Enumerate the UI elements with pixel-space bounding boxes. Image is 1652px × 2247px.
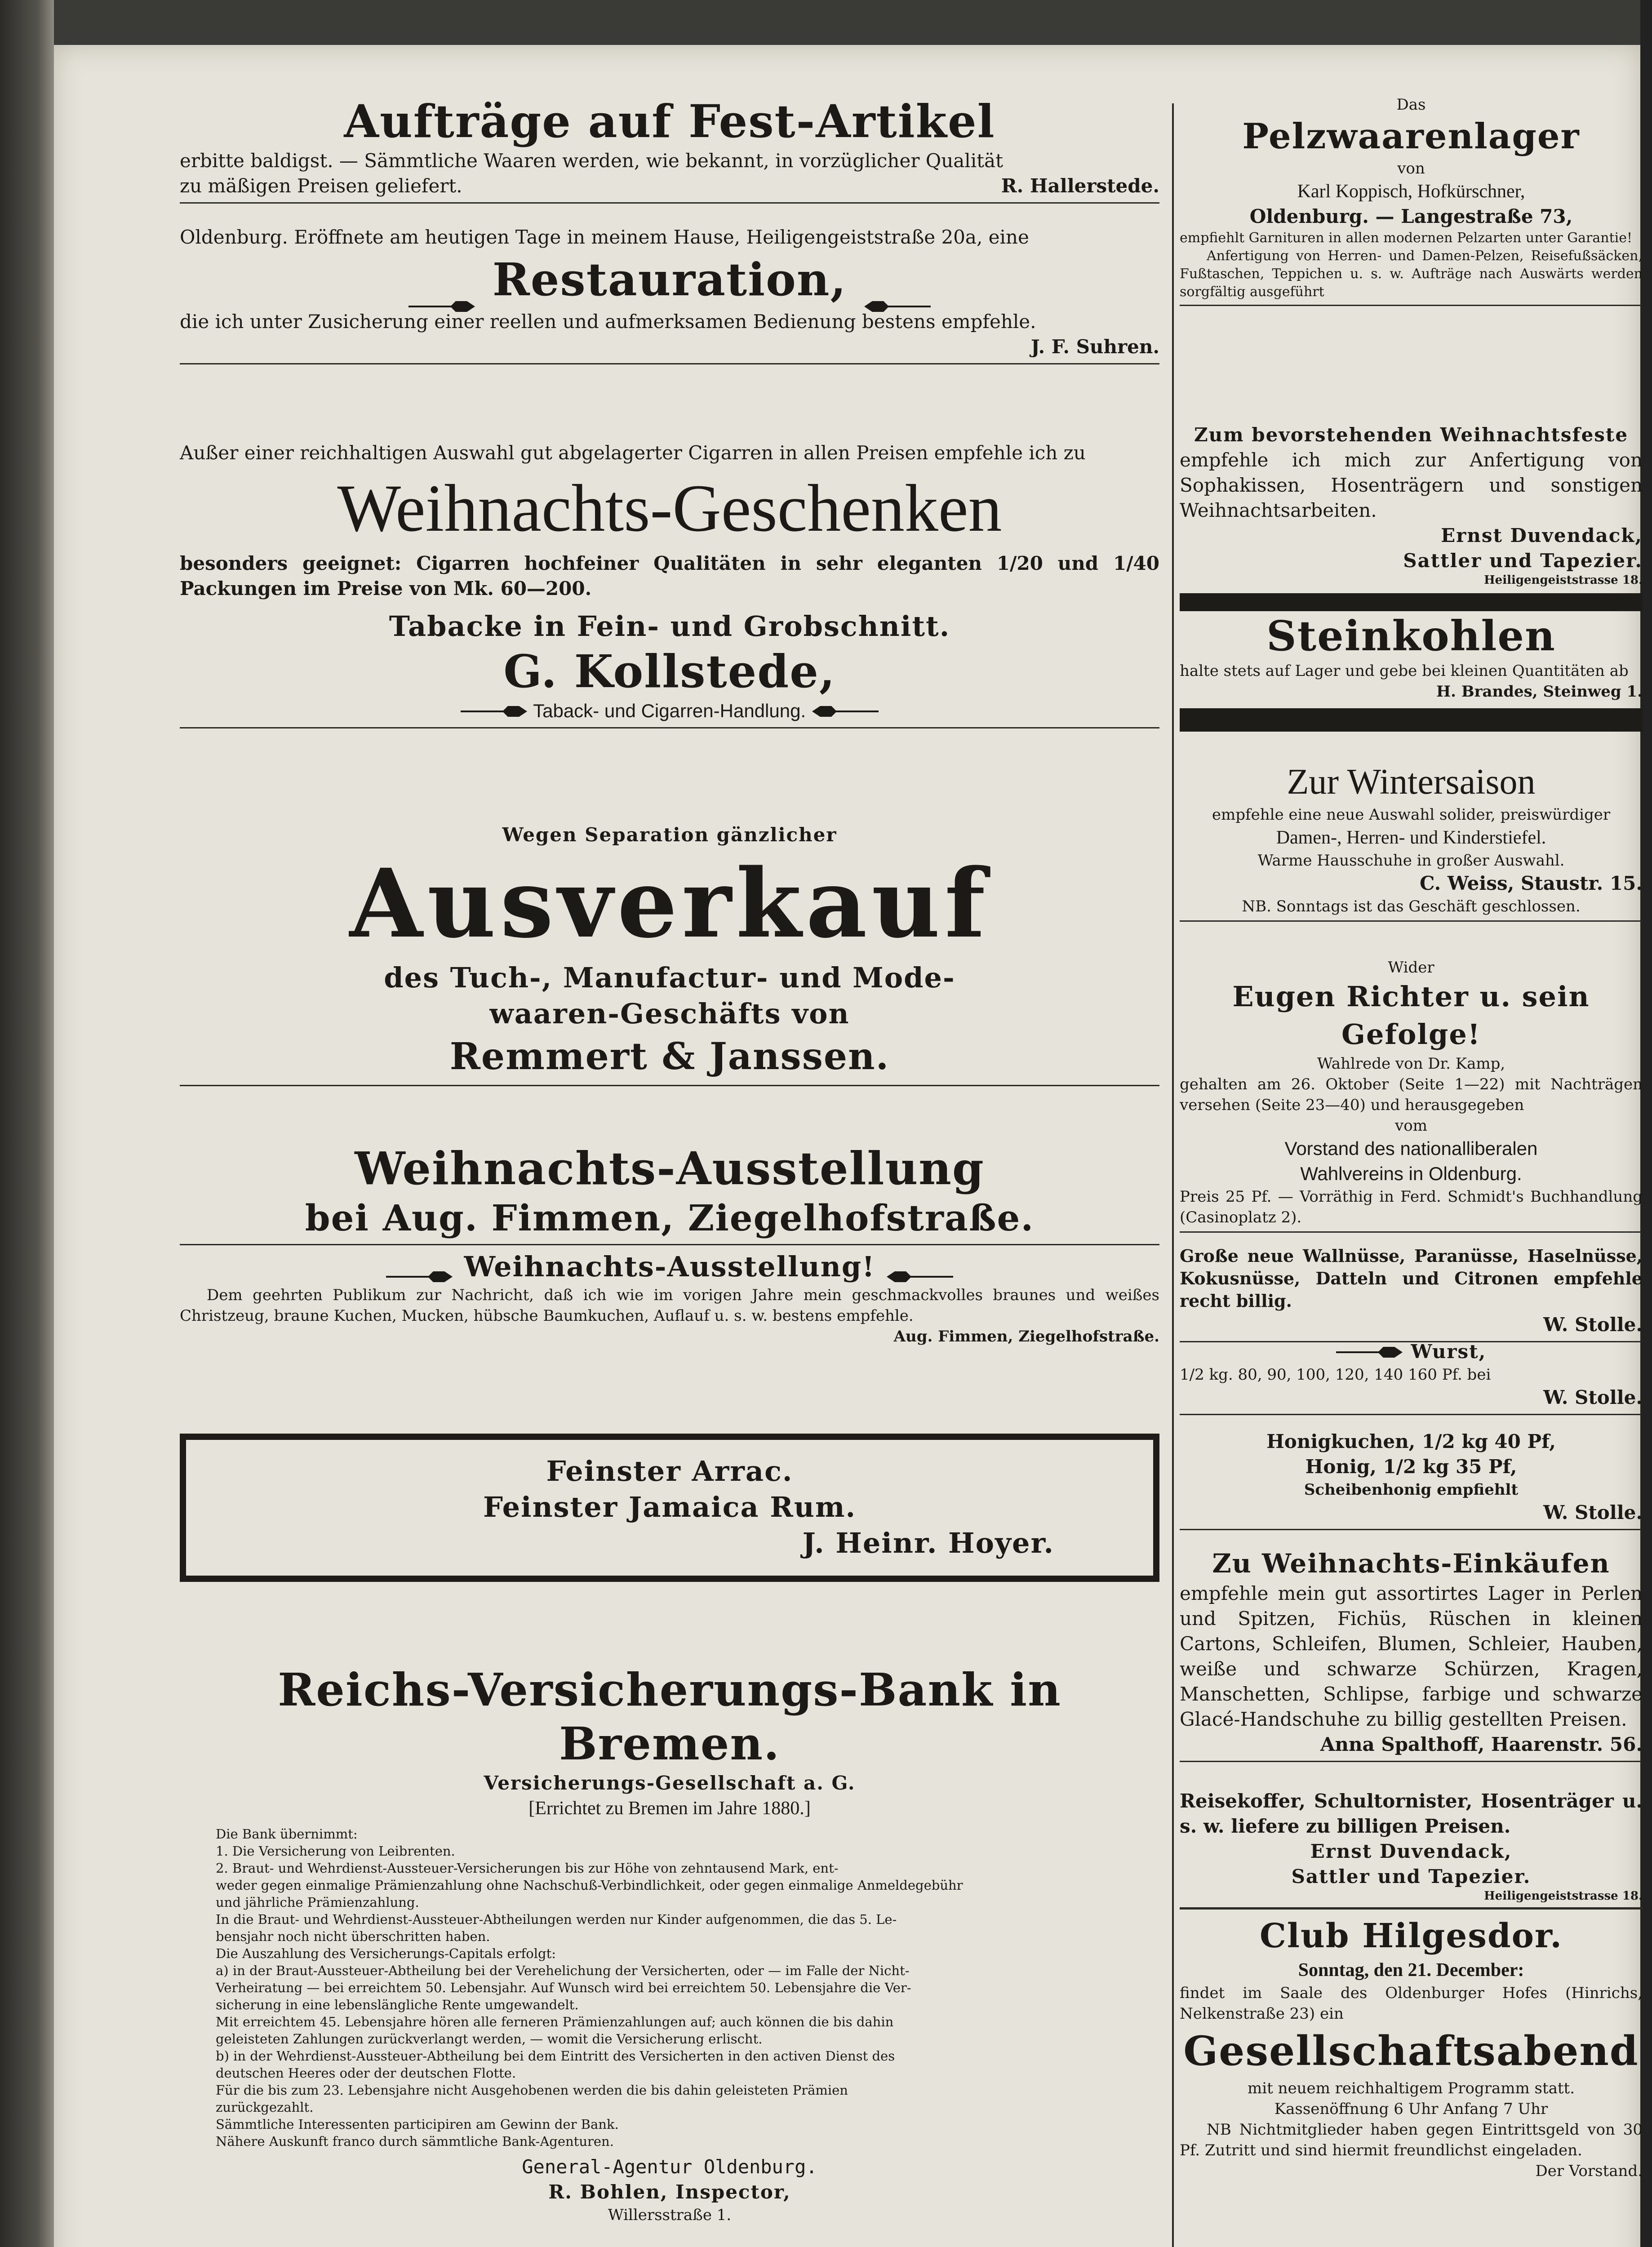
ad-trade: Sattler und Tapezier. — [1403, 550, 1643, 572]
ad-title: Weihnachts-Geschenken — [337, 471, 1002, 546]
ad-title: Aufträge auf Fest-Artikel — [344, 95, 995, 148]
ad-text: des Tuch-, Manufactur- und Mode- — [384, 961, 955, 994]
divider — [1180, 920, 1643, 922]
ad-text: Warme Hausschuhe in großer Auswahl. — [1257, 852, 1565, 870]
bank-text-line: Sämmtliche Interessenten participiren am Gewinn der Bank. — [216, 2117, 619, 2132]
ad-firm-type: Taback- und Cigarren-Handlung. — [533, 700, 806, 721]
ad-intro: Wider — [1388, 959, 1434, 977]
ad-text: gehalten am 26. Oktober (Seite 1—22) mit Nachträgen versehen (Seite 23—40) und herausgegeben — [1180, 1075, 1643, 1114]
ad-event: Gesellschaftsabend — [1183, 2027, 1639, 2075]
bank-text-line: deutschen Heeres oder der deutschen Flotte. — [216, 2065, 516, 2081]
ad-text: empfehle ich mich zur Anfertigung von Sophakissen, Hosenträgern und sonstigen Weihnachtsarbeiten. — [1180, 449, 1643, 521]
bank-text-line: Mit erreichtem 45. Lebensjahre hören alle ferneren Prämienzahlungen auf; auch können die bis dahin — [216, 2014, 894, 2029]
ad-versicherungsbank — [180, 1663, 1159, 2225]
ad-subtitle: Tabacke in Fein- und Grobschnitt. — [389, 610, 950, 643]
column-divider — [1172, 103, 1174, 2247]
ad-price: Preis 25 Pf. — Vorräthig in Ferd. Schmidt's Buchhandlung (Casinoplatz 2). — [1180, 1188, 1643, 1226]
divider — [1180, 1529, 1643, 1530]
ad-signer: W. Stolle. — [1543, 1501, 1643, 1523]
ad-eugen-richter — [1180, 957, 1643, 1236]
ad-stolle-nuesse — [1180, 1245, 1643, 1346]
ad-text: die ich unter Zusicherung einer reellen und aufmerksamen Bedienung bestens empfehle. — [180, 311, 1036, 333]
ad-signer: Der Vorstand. — [1535, 2162, 1643, 2180]
ad-times: Kassenöffnung 6 Uhr Anfang 7 Uhr — [1274, 2100, 1548, 2118]
bank-text-line: In die Braut- und Wehrdienst-Aussteuer-Abtheilungen werden nur Kinder aufgenommen, die das 5. Le- — [216, 1912, 897, 1927]
ad-stolle-honig — [1180, 1429, 1643, 1534]
divider — [1180, 1231, 1643, 1233]
ad-agent: R. Bohlen, Inspector, — [548, 2181, 791, 2203]
ad-title: Zu Weihnachts-Einkäufen — [1212, 1548, 1610, 1579]
ad-text: Honig, 1/2 kg 35 Pf, — [1305, 1456, 1517, 1478]
book-binding-edge — [0, 0, 54, 2247]
bank-text-line: Die Bank übernimmt: — [216, 1826, 358, 1842]
ad-signer: J. F. Suhren. — [1030, 336, 1159, 358]
ad-subtitle: Wahlrede von Dr. Kamp, — [1317, 1055, 1505, 1073]
ad-text: empfehle eine neue Auswahl solider, preiswürdiger — [1212, 806, 1611, 824]
ad-signer: Aug. Fimmen, Ziegelhofstraße. — [893, 1328, 1159, 1346]
ad-street: Willersstraße 1. — [608, 2206, 732, 2224]
bank-text-line: b) in der Wehrdienst-Aussteuer-Abtheilung bei dem Eintritt des Versicherten in den activen Dienst des — [216, 2048, 895, 2064]
ad-title: Club Hilgesdor. — [1260, 1917, 1563, 1955]
ad-fest-artikel — [180, 94, 1159, 207]
ad-title: Pelzwaarenlager — [1242, 116, 1580, 157]
ad-trade: Sattler und Tapezier. — [1291, 1865, 1531, 1887]
ad-street: Heiligengeiststrasse 18. — [1484, 573, 1643, 587]
ad-signer: R. Hallerstede. — [1001, 175, 1159, 197]
divider — [180, 363, 1159, 364]
pointing-hand-right-icon — [409, 275, 476, 293]
ad-pelzwaarenlager — [1180, 94, 1643, 310]
ad-title: Reichs-Versicherungs-Bank in Bremen. — [278, 1663, 1061, 1770]
ad-title: Zum bevorstehenden Weihnachtsfeste — [1194, 424, 1629, 446]
divider — [180, 727, 1159, 728]
ad-duvendack-weihnachten — [1180, 422, 1643, 617]
ad-signer: W. Stolle. — [1543, 1314, 1643, 1336]
ad-date: Sonntag, den 21. December: — [1298, 1960, 1524, 1981]
ad-text: von — [1397, 160, 1425, 178]
ad-text: Große neue Wallnüsse, Paranüsse, Haselnüsse, Kokusnüsse, Datteln und Citronen empfehle recht billig. — [1180, 1246, 1643, 1311]
divider — [1180, 1761, 1643, 1762]
ad-text: empfiehlt Garnituren in allen modernen Pelzarten unter Garantie! — [1180, 230, 1633, 246]
bank-text-line: Für die bis zum 23. Lebensjahre nicht Ausgehobenen werden die bis dahin geleisteten Prämien — [216, 2083, 848, 2098]
divider — [1180, 305, 1643, 306]
ad-text: 1/2 kg. 80, 90, 100, 120, 140 160 Pf. bei — [1180, 1366, 1491, 1384]
ad-kollstede — [180, 440, 1159, 732]
ad-text: Feinster Arrac. — [546, 1455, 793, 1488]
ad-hoyer — [180, 1420, 1159, 1595]
ad-title-2: Weihnachts-Ausstellung! — [464, 1250, 875, 1283]
bank-text-line: Nähere Auskunft franco durch sämmtliche Bank-Agenturen. — [216, 2134, 614, 2149]
ad-spalthoff — [1180, 1546, 1643, 1766]
ad-title: Ausverkauf — [349, 848, 990, 959]
ad-text: waaren-Geschäfts von — [489, 997, 850, 1030]
bank-text-line: geleisteten Zahlungen zurückverlangt werden, — womit die Versicherung erlischt. — [216, 2031, 763, 2047]
ad-title: Eugen Richter u. sein Gefolge! — [1232, 980, 1590, 1051]
ad-highlight: Damen-, Herren- und Kinderstiefel. — [1276, 827, 1546, 848]
ad-stolle-wurst — [1180, 1339, 1643, 1419]
ad-title: Restauration, — [492, 253, 847, 306]
ad-note: NB. Sonntags ist das Geschäft geschlossen. — [1242, 897, 1581, 915]
ad-publisher: Vorstand des nationalliberalen — [1284, 1138, 1538, 1159]
bank-text-line: Die Auszahlung des Versicherungs-Capitals erfolgt: — [216, 1946, 556, 1961]
ad-founded: [Errichtet zu Bremen im Jahre 1880.] — [528, 1798, 811, 1819]
divider — [1180, 1907, 1643, 1910]
pointing-hand-right-icon — [1336, 1344, 1403, 1362]
ad-text: Reisekoffer, Schultornister, Hosenträger u. s. w. liefere zu billigen Preisen. — [1180, 1790, 1643, 1837]
ad-text: Scheibenhonig empfiehlt — [1304, 1481, 1519, 1499]
ad-wintersaison — [1180, 759, 1643, 925]
ad-title: Wurst, — [1411, 1341, 1487, 1363]
pointing-hand-left-icon — [886, 1260, 953, 1278]
ad-restauration — [180, 225, 1159, 368]
ad-intro: Oldenburg. Eröffnete am heutigen Tage in meinem Hause, Heiligengeiststraße 20a, eine — [180, 226, 1029, 248]
ad-text: erbitte baldigst. — Sämmtliche Waaren werden, wie bekannt, in vorzüglicher Qualität — [180, 150, 1003, 172]
ad-intro: Das — [1396, 96, 1426, 114]
ad-text: Anfertigung von Herren- und Damen-Pelzen, Reisefußsäcken, Fußtaschen, Teppichen u. s. w. Aufträge nach Auswärts werden sorgfältig ausgeführt — [1180, 248, 1643, 300]
ad-signer: C. Weiss, Staustr. 15. — [1419, 872, 1643, 894]
ad-firm-name: G. Kollstede, — [503, 645, 836, 698]
ad-text: empfehle mein gut assortirtes Lager in Perlen und Spitzen, Fichüs, Rüschen in kleinen Cartons, Schleifen, Blumen, Schleier, Hauben, weiße und schwarze Schürzen, Kragen, Manschetten, Schlipse, farbige und schwarze Glacé-Handschuhe zu billig gestellten Preisen. — [1180, 1582, 1643, 1730]
ad-name: Ernst Duvendack, — [1310, 1840, 1512, 1862]
newspaper-page — [54, 45, 1643, 2247]
ad-street: Heiligengeiststrasse 18. — [1484, 1889, 1643, 1903]
ad-text: Honigkuchen, 1/2 kg 40 Pf, — [1266, 1430, 1556, 1452]
divider — [180, 1244, 1159, 1245]
ad-signer: H. Brandes, Steinweg 1. — [1436, 683, 1643, 701]
ad-subtitle: Versicherungs-Gesellschaft a. G. — [484, 1772, 856, 1794]
ad-intro: Wegen Separation gänzlicher — [502, 824, 837, 846]
ad-publisher: Wahlvereins in Oldenburg. — [1300, 1163, 1522, 1184]
bank-text-line: sicherung in eine lebenslängliche Rente umgewandelt. — [216, 1997, 579, 2012]
ad-text: findet im Saale des Oldenburger Hofes (Hinrichs, Nelkenstraße 23) ein — [1180, 1984, 1643, 2023]
ad-title: Weihnachts-Ausstellung — [355, 1142, 985, 1195]
ad-fimmen — [180, 1141, 1159, 1347]
divider — [180, 1085, 1159, 1086]
ad-signer: W. Stolle. — [1543, 1386, 1643, 1408]
ad-title: Steinkohlen — [1266, 612, 1556, 660]
ad-note: NB Nichtmitglieder haben gegen Eintrittsgeld von 30 Pf. Zutritt und sind hiermit freundlichst eingeladen. — [1180, 2121, 1643, 2159]
ad-name: Ernst Duvendack, — [1441, 524, 1643, 546]
ad-name: Karl Koppisch, Hofkürschner, — [1297, 181, 1525, 202]
bank-text-line: 1. Die Versicherung von Leibrenten. — [216, 1843, 455, 1859]
black-rule — [1180, 708, 1643, 732]
ad-text: zu mäßigen Preisen geliefert. — [180, 175, 462, 197]
pointing-hand-left-icon — [811, 703, 879, 721]
ad-steinkohlen — [1180, 611, 1643, 738]
ad-club-hilgesdor — [1180, 1914, 1643, 2181]
ad-intro: Außer einer reichhaltigen Auswahl gut abgelagerter Cigarren in allen Preisen empfehle ich zu — [180, 442, 1086, 464]
ad-signer: J. Heinr. Hoyer. — [802, 1527, 1054, 1559]
bank-text-line: weder gegen einmalige Prämienzahlung ohne Nachschuß-Verbindlichkeit, oder gegen einmalige Anmeldegebühr — [216, 1878, 963, 1893]
ad-text-block — [216, 1825, 1124, 2150]
ad-signer: Anna Spalthoff, Haarenstr. 56. — [1320, 1733, 1643, 1755]
divider — [180, 202, 1159, 204]
ad-ausverkauf — [180, 822, 1159, 1090]
ad-address: Oldenburg. — Langestraße 73, — [1249, 205, 1573, 227]
ad-text: vom — [1395, 1117, 1427, 1135]
ad-duvendack-koffer — [1180, 1789, 1643, 1914]
ad-text: Dem geehrten Publikum zur Nachricht, daß ich wie im vorigen Jahre mein geschmackvolles braunes und weißes Christzeug, braune Kuchen, Mucken, hübsche Baumkuchen, Auflauf u. s. w. bestens empfehle. — [180, 1286, 1159, 1325]
bank-text-line: bensjahr noch nicht überschritten haben. — [216, 1929, 490, 1944]
bank-text-line: 2. Braut- und Wehrdienst-Aussteuer-Versicherungen bis zur Höhe von zehntausend Mark, ent- — [216, 1861, 839, 1876]
bank-text-line: a) in der Braut-Aussteuer-Abtheilung bei der Verehelichung der Versicherten, oder — im Falle der Nicht- — [216, 1963, 910, 1978]
divider — [1180, 1414, 1643, 1415]
ad-text: Feinster Jamaica Rum. — [483, 1491, 857, 1523]
bank-text-line: zurückgezahlt. — [216, 2100, 314, 2115]
ad-text: mit neuem reichhaltigem Programm statt. — [1247, 2079, 1575, 2097]
bank-text-line: und jährliche Prämienzahlung. — [216, 1895, 419, 1910]
pointing-hand-left-icon — [863, 275, 931, 293]
pointing-hand-right-icon — [386, 1260, 453, 1278]
pointing-hand-right-icon — [461, 703, 528, 721]
black-rule — [1180, 593, 1643, 611]
ad-subtitle: bei Aug. Fimmen, Ziegelhofstraße. — [305, 1197, 1035, 1239]
bank-text-line: Verheiratung — bei erreichtem 50. Lebensjahr. Auf Wunsch wird bei erreichtem 50. Lebensjahre die Ver- — [216, 1980, 911, 1995]
ad-text: halte stets auf Lager und gebe bei kleinen Quantitäten ab — [1180, 662, 1629, 680]
ad-agency: General-Agentur Oldenburg. — [522, 2156, 817, 2178]
ad-firm-name: Remmert & Janssen. — [449, 1035, 890, 1078]
ad-title: Zur Wintersaison — [1287, 762, 1536, 802]
ad-text: besonders geeignet: Cigarren hochfeiner Qualitäten in sehr eleganten 1/20 und 1/40 Packungen im Preise von Mk. 60—200. — [180, 552, 1159, 599]
